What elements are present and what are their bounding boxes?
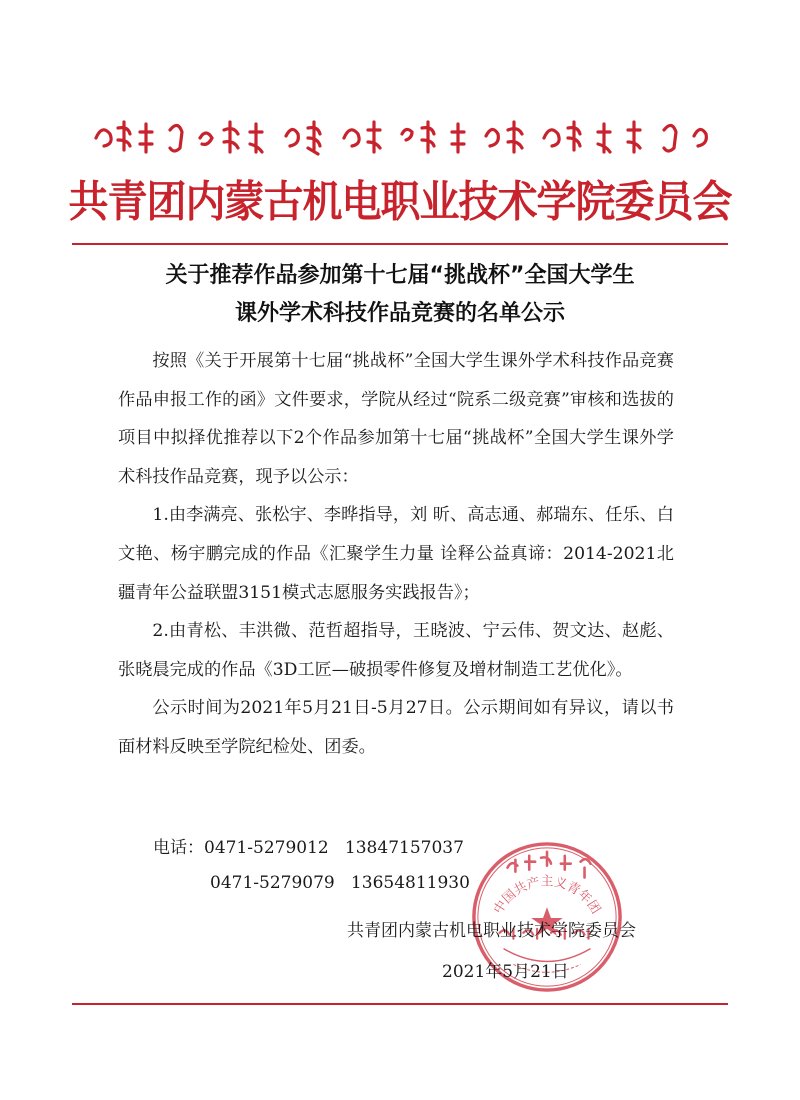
contact-phone-line-1: 电话：0471-5279012 13847157037 [153,838,464,858]
footer-divider [72,1003,728,1005]
signature-organization: 共青团内蒙古机电职业技术学院委员会 [347,921,636,941]
intro-paragraph: 按照《关于开展第十七届“挑战杯”全国大学生课外学术科技作品竞赛作品申报工作的函》文件要求，学院从经过“院系二级竞赛”审核和选拔的项目中拟择优推荐以下2个作品参加第十七届“挑战杯”全国大学生课外学术科技作品竞赛，现予以公示： [118,351,674,487]
letterhead-organization: 共青团内蒙古机电职业技术学院委员会 [68,176,732,228]
notice-paragraph: 公示时间为2021年5月21日-5月27日。公示期间如有异议，请以书面材料反映至学院纪检处、团委。 [118,698,674,757]
contact-phone-line-2: 0471-5279079 13654811930 [210,873,470,893]
list-item: 2.由青松、丰洪微、范哲超指导，王晓波、宁云伟、贺文达、赵彪、张晓晨完成的作品《3D工匠—破损零件修复及增材制造工艺优化》。 [118,621,674,680]
document-title-line-2: 课外学术科技作品竞赛的名单公示 [234,301,565,326]
signature-date: 2021年5月21日 [442,962,569,982]
seal-text: 中国共产主义青年团 [491,874,603,917]
letterhead-divider [72,243,728,245]
mongolian-script-header [88,110,718,160]
document-body [118,342,674,767]
list-item: 1.由李满亮、张松宇、李晔指导，刘 昕、高志通、郝瑞东、任乐、白文艳、杨宇鹏完成的作品《汇聚学生力量 诠释公益真谛：2014-2021北疆青年公益联盟3151模式志愿服务实践报告》； [118,505,674,603]
document-title-line-1: 关于推荐作品参加第十七届“挑战杯”全国大学生 [165,263,635,288]
